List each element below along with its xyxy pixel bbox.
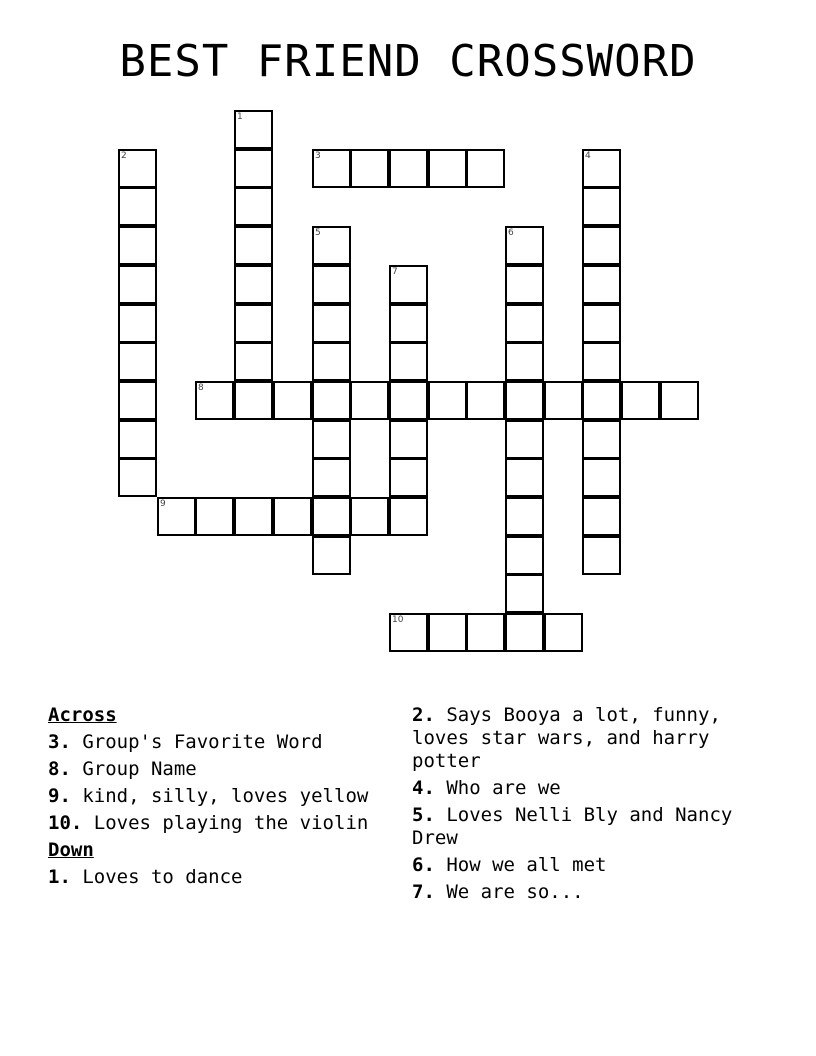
clue-text: kind, silly, loves yellow	[82, 785, 369, 807]
crossword-cell[interactable]	[505, 265, 544, 304]
crossword-cell[interactable]	[544, 613, 583, 652]
crossword-cell[interactable]	[582, 420, 621, 459]
clue-text: Group Name	[82, 758, 197, 780]
crossword-cell[interactable]	[273, 381, 312, 420]
crossword-cell[interactable]	[118, 304, 157, 343]
clue-down-7	[412, 881, 762, 904]
crossword-cell[interactable]	[234, 304, 273, 343]
crossword-cell[interactable]	[157, 497, 196, 536]
cell-number: 6	[508, 228, 514, 238]
clue-number: 1.	[48, 866, 71, 888]
clue-down-4	[412, 777, 762, 800]
cell-number: 8	[198, 383, 204, 393]
crossword-cell[interactable]	[234, 187, 273, 226]
crossword-cell[interactable]	[389, 497, 428, 536]
crossword-cell[interactable]	[234, 110, 273, 149]
crossword-cell[interactable]	[312, 342, 351, 381]
crossword-cell[interactable]	[389, 342, 428, 381]
crossword-cell[interactable]	[582, 497, 621, 536]
crossword-cell[interactable]	[118, 458, 157, 497]
crossword-cell[interactable]	[582, 381, 621, 420]
cell-number: 10	[392, 615, 404, 625]
crossword-cell[interactable]	[505, 613, 544, 652]
crossword-cell[interactable]	[582, 187, 621, 226]
crossword-cell[interactable]	[350, 497, 389, 536]
clue-down-1	[48, 866, 398, 889]
crossword-cell[interactable]	[582, 458, 621, 497]
crossword-cell[interactable]	[582, 149, 621, 188]
cell-number: 3	[315, 151, 321, 161]
crossword-cell[interactable]	[234, 381, 273, 420]
clue-number: 8.	[48, 758, 71, 780]
clue-text: Loves Nelli Bly and Nancy Drew	[412, 804, 733, 849]
crossword-cell[interactable]	[505, 536, 544, 575]
crossword-cell[interactable]	[312, 381, 351, 420]
crossword-cell[interactable]	[505, 574, 544, 613]
crossword-cell[interactable]	[118, 342, 157, 381]
crossword-cell[interactable]	[428, 613, 467, 652]
across-heading: Across	[48, 704, 117, 726]
clue-across-10	[48, 812, 398, 835]
clue-text: Who are we	[446, 777, 561, 799]
crossword-cell[interactable]	[118, 226, 157, 265]
clue-number: 4.	[412, 777, 435, 799]
crossword-cell[interactable]	[312, 458, 351, 497]
crossword-cell[interactable]	[389, 458, 428, 497]
crossword-cell[interactable]	[389, 265, 428, 304]
crossword-cell[interactable]	[505, 420, 544, 459]
cell-number: 7	[392, 267, 398, 277]
crossword-cell[interactable]	[312, 497, 351, 536]
crossword-cell[interactable]	[582, 226, 621, 265]
crossword-cell[interactable]	[234, 497, 273, 536]
crossword-cell[interactable]	[582, 342, 621, 381]
cell-number: 5	[315, 228, 321, 238]
cell-number: 4	[585, 151, 591, 161]
crossword-cell[interactable]	[118, 420, 157, 459]
crossword-cell[interactable]	[389, 613, 428, 652]
crossword-cell[interactable]	[195, 497, 234, 536]
crossword-cell[interactable]	[389, 381, 428, 420]
crossword-cell[interactable]	[582, 304, 621, 343]
crossword-cell[interactable]	[544, 381, 583, 420]
crossword-cell[interactable]	[466, 381, 505, 420]
page-title: BEST FRIEND CROSSWORD	[119, 36, 697, 87]
clue-down-2	[412, 704, 762, 773]
clue-across-3	[48, 731, 398, 754]
crossword-cell[interactable]	[505, 381, 544, 420]
crossword-cell[interactable]	[273, 497, 312, 536]
clue-down-5	[412, 804, 762, 850]
down-heading: Down	[48, 839, 94, 861]
crossword-cell[interactable]	[312, 226, 351, 265]
crossword-cell[interactable]	[660, 381, 699, 420]
crossword-cell[interactable]	[582, 536, 621, 575]
crossword-cell[interactable]	[505, 226, 544, 265]
clues-left-column	[48, 704, 398, 893]
crossword-cell[interactable]	[118, 187, 157, 226]
crossword-cell[interactable]	[466, 149, 505, 188]
crossword-cell[interactable]	[428, 149, 467, 188]
crossword-cell[interactable]	[389, 304, 428, 343]
crossword-cell[interactable]	[234, 342, 273, 381]
clue-text: We are so...	[446, 881, 584, 903]
crossword-cell[interactable]	[505, 342, 544, 381]
clue-text: Says Booya a lot, funny, loves star wars, and harry potter	[412, 704, 721, 772]
clue-number: 10.	[48, 812, 83, 834]
crossword-cell[interactable]	[312, 536, 351, 575]
crossword-cell[interactable]	[350, 149, 389, 188]
crossword-cell[interactable]	[312, 420, 351, 459]
clue-across-8	[48, 758, 398, 781]
crossword-cell[interactable]	[350, 381, 389, 420]
cell-number: 9	[160, 499, 166, 509]
crossword-cell[interactable]	[312, 304, 351, 343]
clue-number: 2.	[412, 704, 435, 726]
crossword-cell[interactable]	[466, 613, 505, 652]
clue-number: 3.	[48, 731, 71, 753]
crossword-cell[interactable]	[234, 265, 273, 304]
crossword-cell[interactable]	[505, 497, 544, 536]
crossword-cell[interactable]	[234, 149, 273, 188]
crossword-cell[interactable]	[312, 265, 351, 304]
clues-right-column	[412, 704, 762, 908]
clue-text: Loves playing the violin	[93, 812, 369, 834]
crossword-cell[interactable]	[505, 458, 544, 497]
crossword-cell[interactable]	[389, 420, 428, 459]
crossword-cell[interactable]	[389, 149, 428, 188]
crossword-cell[interactable]	[118, 381, 157, 420]
clue-down-6	[412, 854, 762, 877]
crossword-cell[interactable]	[428, 381, 467, 420]
cell-number: 1	[237, 112, 243, 122]
clue-number: 9.	[48, 785, 71, 807]
clue-text: How we all met	[446, 854, 607, 876]
clue-text: Loves to dance	[82, 866, 243, 888]
clue-text: Group's Favorite Word	[82, 731, 323, 753]
clue-number: 5.	[412, 804, 435, 826]
crossword-cell[interactable]	[312, 149, 351, 188]
crossword-cell[interactable]	[118, 149, 157, 188]
crossword-cell[interactable]	[505, 304, 544, 343]
cell-number: 2	[121, 151, 127, 161]
clue-number: 6.	[412, 854, 435, 876]
clue-across-9	[48, 785, 398, 808]
crossword-cell[interactable]	[234, 226, 273, 265]
crossword-cell[interactable]	[195, 381, 234, 420]
crossword-cell[interactable]	[621, 381, 660, 420]
crossword-cell[interactable]	[118, 265, 157, 304]
crossword-cell[interactable]	[582, 265, 621, 304]
clue-number: 7.	[412, 881, 435, 903]
